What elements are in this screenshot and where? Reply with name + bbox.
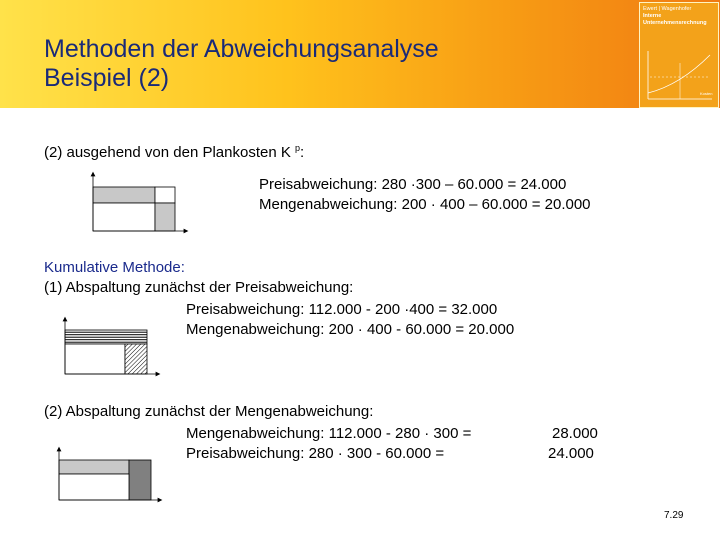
book-cover-text (643, 6, 707, 27)
book-author: Ewert | Wagenhofer (643, 6, 692, 12)
intro-line (44, 138, 304, 163)
book-title-line-1: Interne (643, 13, 662, 19)
price-deviation-area (93, 187, 155, 203)
step2-menge-value: 28.000 (552, 425, 598, 442)
cost-diagram-3 (48, 446, 164, 508)
quantity-deviation-area (125, 344, 147, 374)
price-deviation-area (59, 460, 129, 474)
kumulativ-menge-line: Mengenabweichung: 200 · 400 - 60.000 = 20.000 (186, 321, 515, 338)
cost-diagram-2 (54, 316, 164, 388)
quantity-deviation-area (129, 460, 151, 500)
book-title-line-2: Unternehmensrechnung (643, 20, 707, 26)
intro-colon: : (300, 144, 305, 161)
quantity-deviation-area (155, 203, 175, 231)
page-title (44, 35, 439, 93)
price-deviation-area (65, 330, 147, 344)
header-banner (0, 0, 720, 108)
planned-cost-area (93, 203, 155, 231)
intro-text: (2) ausgehend von den Plankosten K (44, 144, 291, 161)
kumulativ-preis-line: Preisabweichung: 112.000 - 200 ·400 = 32.000 (186, 301, 498, 318)
part1-preis-line: Preisabweichung: 280 ·300 – 60.000 = 24.000 (259, 176, 567, 193)
kumulativ-step1: (1) Abspaltung zunächst der Preisabweichung: (44, 279, 354, 296)
kumulativ-heading: Kumulative Methode: (44, 259, 185, 276)
book-cover-thumbnail (639, 2, 719, 108)
page-number: 7.29 (664, 510, 684, 521)
step2-preis-value: 24.000 (548, 445, 594, 462)
intro-superscript: p (295, 143, 301, 153)
planned-cost-area (59, 474, 129, 500)
cost-diagram-1 (82, 170, 192, 238)
step2-menge-expr: Mengenabweichung: 112.000 - 280 · 300 = (186, 425, 472, 442)
planned-cost-area (65, 344, 125, 374)
book-cover-chart-icon (640, 43, 718, 107)
mixed-deviation-area (155, 187, 175, 203)
part1-menge-line: Mengenabweichung: 200 · 400 – 60.000 = 20.000 (259, 196, 591, 213)
step2-heading: (2) Abspaltung zunächst der Mengenabweichung: (44, 403, 374, 420)
title-line-2: Beispiel (2) (44, 64, 170, 92)
title-line-1: Methoden der Abweichungsanalyse (44, 35, 439, 63)
book-axis-label: Kosten (700, 91, 713, 96)
step2-preis-expr: Preisabweichung: 280 · 300 - 60.000 = (186, 445, 445, 462)
